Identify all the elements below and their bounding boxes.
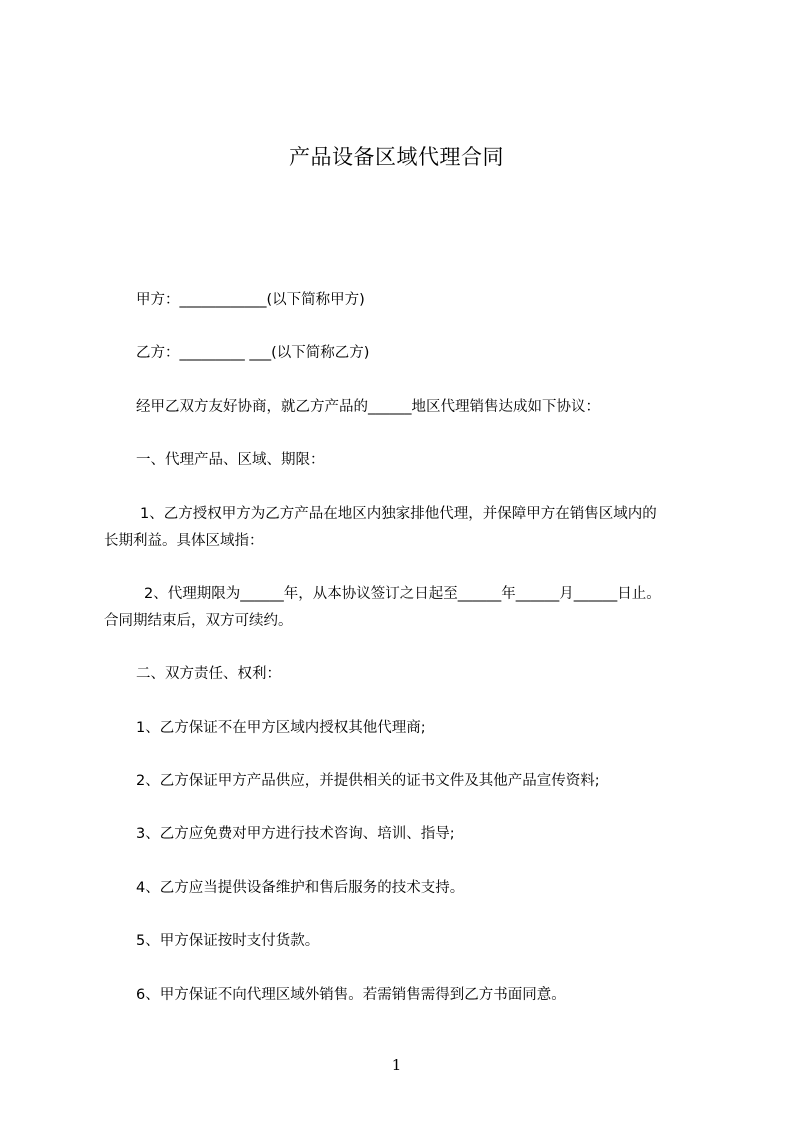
document-title: 产品设备区域代理合同 xyxy=(289,145,504,169)
clause-2-4: 4、乙方应当提供设备维护和售后服务的技术支持。 xyxy=(136,880,465,896)
party-b-line: 乙方：_________ ___(以下简称乙方) xyxy=(136,345,370,361)
clause-2-1: 1、乙方保证不在甲方区域内授权其他代理商; xyxy=(136,720,426,736)
clause-2-5: 5、甲方保证按时支付货款。 xyxy=(136,933,320,949)
clause-1-1-line-1: 1、乙方授权甲方为乙方产品在地区内独家排他代理，并保障甲方在销售区域内的 xyxy=(140,506,657,522)
clause-2-2: 2、乙方保证甲方产品供应，并提供相关的证书文件及其他产品宣传资料; xyxy=(136,773,600,789)
section-heading-1: 一、代理产品、区域、期限： xyxy=(136,452,325,468)
preamble-paragraph: 经甲乙双方友好协商，就乙方产品的______地区代理销售达成如下协议： xyxy=(136,399,600,415)
party-a-line: 甲方：____________(以下简称甲方) xyxy=(136,292,365,308)
clause-2-3: 3、乙方应免费对甲方进行技术咨询、培训、指导; xyxy=(136,826,455,842)
page-number: 1 xyxy=(391,1056,402,1074)
clause-2-6: 6、甲方保证不向代理区域外销售。若需销售需得到乙方书面同意。 xyxy=(136,987,566,1003)
clause-1-2-line-1: 2、代理期限为______年，从本协议签订之日起至______年______月______日止。 xyxy=(144,586,661,602)
clause-1-2-line-2: 合同期结束后，双方可续约。 xyxy=(104,613,293,629)
section-heading-2: 二、双方责任、权利： xyxy=(136,666,281,682)
clause-1-1-line-2: 长期利益。具体区域指： xyxy=(104,533,264,549)
